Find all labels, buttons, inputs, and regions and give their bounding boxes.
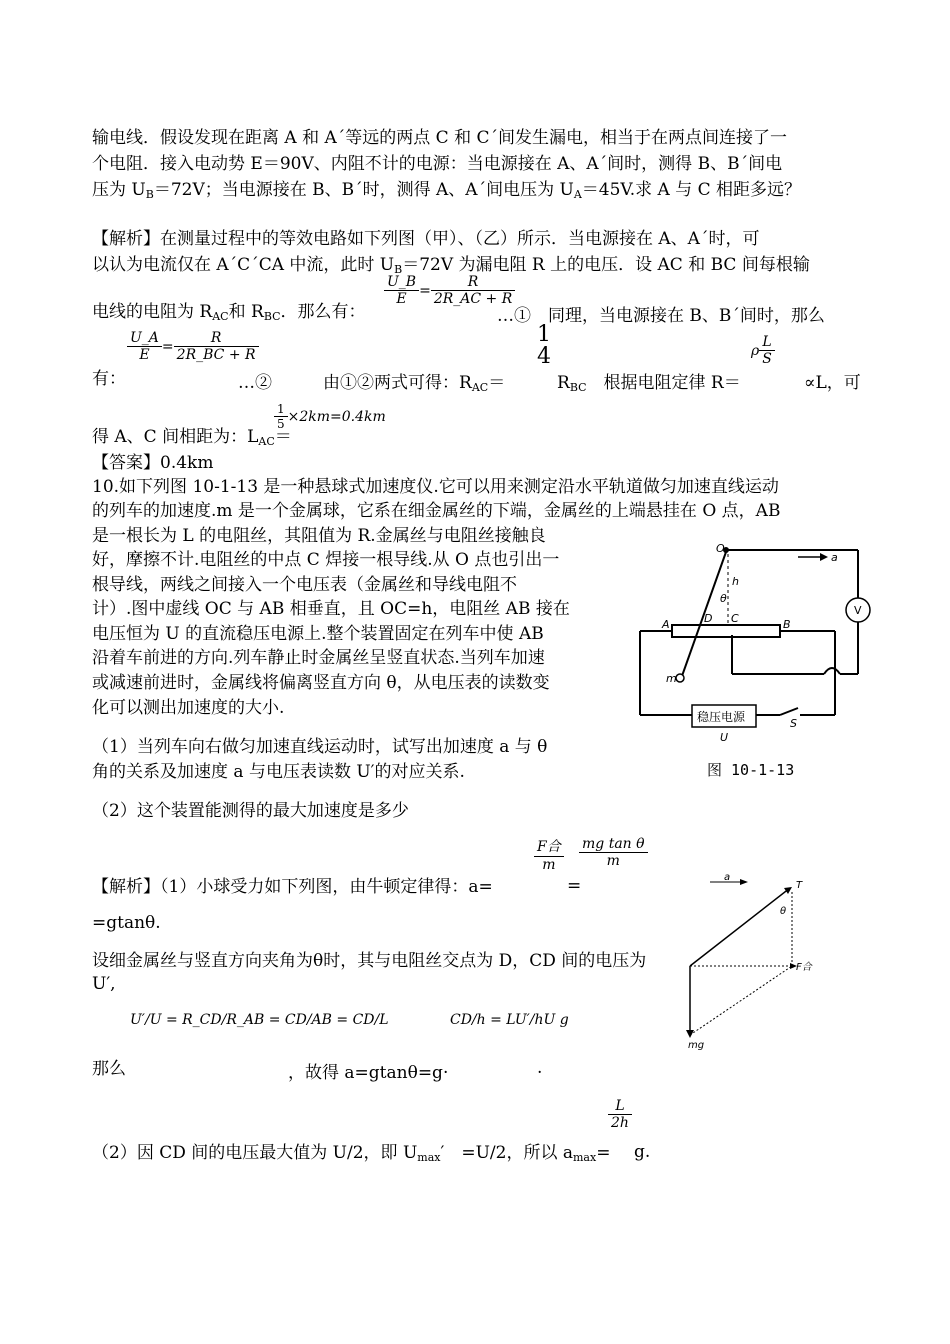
solution2-line-1: 【解析】（1）小球受力如下列图，由牛顿定律得：a= xyxy=(92,877,493,897)
solution-line-3: 电线的电阻为 $R_{AC}$和 $R_{BC}$．那么有： xyxy=(92,302,366,323)
q10-line-3: 是一根长为 L 的电阻丝，其阻值为 R.金属丝与电阻丝接触良 xyxy=(92,526,546,546)
label-V: V xyxy=(854,604,862,617)
equation-newton-2: $\frac{\text{mg tan θ}}{m}$ xyxy=(579,836,648,869)
equation-cd-h: CD/h = LU′/hU g xyxy=(450,1012,569,1028)
q10-line-9: 或减速前进时，金属线将偏离竖直方向 θ，从电压表的读数变 xyxy=(92,673,550,693)
equation-1: $\frac{U\_B}{E}$ = $\frac{R}{2R\_AC + R}$ xyxy=(384,274,515,307)
solution2-line-5-mid: ，故得 a=gtanθ=g· xyxy=(288,1063,449,1083)
solution2-line-6-end: g. xyxy=(634,1142,651,1162)
solution2-equals: = xyxy=(567,876,582,896)
solution2-line-6: （2）因 CD 间的电压最大值为 U/2，即 $U_{max}'$ =U/2，所以 $a_{max}=$ xyxy=(92,1143,611,1164)
solution-line-2: 以认为电流仅在 A´C´CA 中流，此时 $U_B=72V$ 为漏电阻 R 上的电压．设 AC 和 BC 间每根输 xyxy=(92,255,810,276)
label-D: D xyxy=(704,612,713,625)
solution-line-4-end: ∝L，可 xyxy=(804,373,861,393)
solution-line-4-right: $R_{BC}$ 根据电阻定律 R＝ xyxy=(557,373,741,394)
label-A: A xyxy=(662,618,670,631)
solution-line-4-mid: …② 由①②两式可得：$R_{AC}=$ xyxy=(238,373,506,394)
equation-ratio: U′/U = R_CD/R_AB = CD/AB = CD/L xyxy=(130,1012,389,1028)
figure-caption: 图 10-1-13 xyxy=(707,761,795,779)
equation-newton: $\frac{\text{F合}}{m}$ xyxy=(534,836,564,873)
resistance-law-fraction: ρ $\frac{L}{S}$ xyxy=(751,334,775,367)
q10-line-12: 角的关系及加速度 a 与电压表读数 U′的对应关系. xyxy=(92,762,465,782)
solution2-line-5: 那么 xyxy=(92,1059,126,1079)
label-U: U xyxy=(720,731,729,744)
force-label-a: a xyxy=(724,872,731,883)
solution2-line-5-end: . xyxy=(537,1058,543,1078)
label-supply: 稳压电源 xyxy=(697,710,746,724)
equation-max: $\frac{L}{2h}$ xyxy=(608,1098,632,1131)
q10-line-7: 电压恒为 U 的直流稳压电源上.整个装置固定在列车中使 AB xyxy=(92,624,544,644)
force-label-mg: mg xyxy=(688,1040,705,1051)
solution2-line-3: 设细金属丝与竖直方向夹角为θ时，其与电阻丝交点为 D，CD 间的电压为 xyxy=(92,951,647,971)
solution2-line-2: =gtanθ. xyxy=(92,913,161,933)
equation-lac: $\frac{1}{5}$ ×2km=0.4km xyxy=(274,402,386,431)
q10-line-13: （2）这个装置能测得的最大加速度是多少 xyxy=(92,801,409,821)
force-label-F: F合 xyxy=(796,962,812,973)
solution-line-4: 有： xyxy=(92,369,126,389)
q10-line-10: 化可以测出加速度的大小. xyxy=(92,698,285,718)
quarter-fraction: 1 4 xyxy=(537,322,551,369)
label-h: h xyxy=(732,575,739,588)
q10-line-4: 好，摩擦不计.电阻丝的中点 C 焊接一根导线.从 O 点也引出一 xyxy=(92,550,560,570)
force-label-theta: θ xyxy=(780,906,787,917)
solution-line-5: 得 A、C 间相距为：$L_{AC}=$ xyxy=(92,427,292,448)
q10-line-5: 根导线，两线之间接入一个电压表（金属丝和导线电阻不 xyxy=(92,575,517,595)
force-label-T: T xyxy=(796,880,803,891)
force-diagram xyxy=(680,870,860,1060)
label-theta: θ xyxy=(720,592,727,605)
q10-line-2: 的列车的加速度.m 是一个金属球，它系在细金属丝的下端，金属丝的上端悬挂在 O 点，AB xyxy=(92,501,781,521)
q10-line-1: 10.如下列图 10-1-13 是一种悬球式加速度仪.它可以用来测定沿水平轨道做匀加速直线运动 xyxy=(92,477,779,497)
answer-line: 【答案】0.4km xyxy=(92,453,214,473)
accelerometer-circuit-diagram xyxy=(630,540,880,755)
label-S: S xyxy=(790,717,797,730)
equation-2: $\frac{U\_A}{E}$ = $\frac{R}{2R\_BC + R}$ xyxy=(127,330,259,363)
problem-text-line-1: 输电线．假设发现在距离 A 和 A´等远的两点 C 和 C´间发生漏电，相当于在两点间连接了一 xyxy=(92,128,787,148)
label-B: B xyxy=(783,618,791,631)
label-C: C xyxy=(731,612,739,625)
q10-line-8: 沿着车前进的方向.列车静止时金属丝呈竖直状态.当列车加速 xyxy=(92,648,545,668)
solution-line-3-tail: …① 同理，当电源接在 B、B´间时，那么 xyxy=(497,306,825,326)
q10-line-6: 计）.图中虚线 OC 与 AB 相垂直，且 OC=h，电阻丝 AB 接在 xyxy=(92,599,570,619)
q10-line-11: （1）当列车向右做匀加速直线运动时，试写出加速度 a 与 θ xyxy=(92,737,548,757)
label-a: a xyxy=(831,551,838,564)
solution2-line-4: U′, xyxy=(92,974,116,994)
label-m: m xyxy=(666,672,677,685)
problem-text-line-2: 个电阻．接入电动势 E＝90V、内阻不计的电源：当电源接在 A、A´间时，测得 B、B´间电 xyxy=(92,154,783,174)
problem-text-line-3: 压为 $U_B=72V$；当电源接在 B、B´时，测得 A、A´间电压为 $U_A=45V$.求 A 与 C 相距多远？ xyxy=(92,180,802,201)
label-O: O xyxy=(716,542,725,555)
solution-line-1: 【解析】在测量过程中的等效电路如下列图（甲）、（乙）所示．当电源接在 A、A´时，可 xyxy=(92,229,760,249)
